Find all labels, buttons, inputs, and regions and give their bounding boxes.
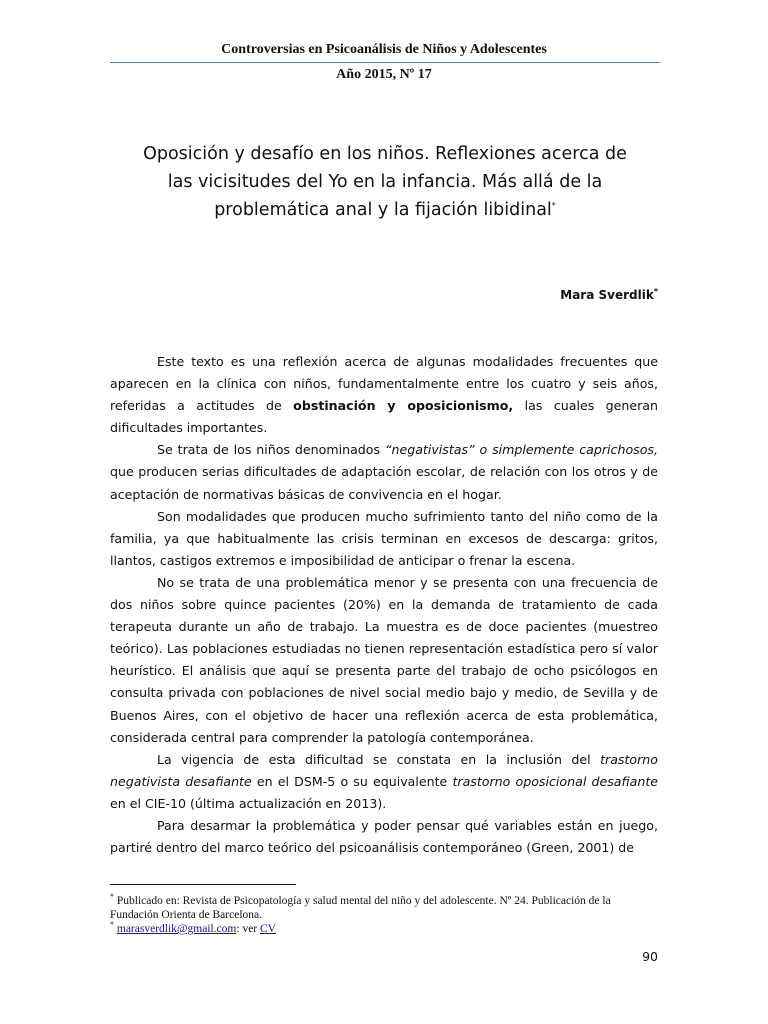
title-line-3-text: problemática anal y la fijación libidinal	[214, 200, 552, 220]
header-rule	[110, 62, 660, 63]
p1-bold: obstinación y oposicionismo,	[293, 398, 514, 414]
title-footnote-mark: *	[551, 201, 556, 211]
article-body	[110, 351, 658, 859]
title-line-1: Oposición y desafío en los niños. Reflexiones acerca de	[143, 144, 627, 164]
paragraph-2	[110, 439, 658, 505]
footnote-1-text: Publicado en: Revista de Psicopatología y salud mental del niño y del adolescente. Nº 24. Publicación de la Fundación Orienta de Barcelona.	[110, 895, 611, 921]
issue-line: Año 2015, Nº 17	[336, 67, 432, 82]
p2-italic: “negativistas” o simplemente caprichosos,	[384, 442, 658, 458]
title-line-3	[110, 196, 660, 224]
footnote-1-mark: *	[110, 892, 114, 902]
p5-text-e: en el CIE-10 (última actualización en 2013).	[110, 795, 387, 811]
p5-italic-2: trastorno oposicional desafiante	[452, 773, 659, 789]
p5-text-a: La vigencia de esta dificultad se constata en la inclusión del	[157, 751, 601, 767]
author-name	[560, 288, 658, 302]
footnote-2-sep: : ver	[236, 923, 261, 935]
paragraph-5	[110, 749, 658, 815]
article-title	[110, 140, 660, 224]
journal-title: Controversias en Psicoanálisis de Niños y Adolescentes	[221, 42, 547, 57]
paragraph-4: No se trata de una problemática menor y se presenta con una frecuencia de dos niños sobre quince pacientes (20%) en la demanda de tratamiento de cada terapeuta durante un año de trabajo. La muestra es de doce pacientes (muestreo teórico). Las poblaciones estudiadas no tienen representación estadística pero sí valor heurístico. El análisis que aquí se presenta parte del trabajo de ocho psicólogos en consulta privada con poblaciones de nivel social medio bajo y medio, de Sevilla y de Buenos Aires, con el objetivo de hacer una reflexión acerca de esta problemática, considerada central para comprender la patología contemporánea.	[110, 574, 658, 745]
author-email-link[interactable]: marasverdlik@gmail.com	[116, 923, 237, 935]
page-number: 90	[642, 949, 658, 964]
p2-text-a: Se trata de los niños denominados	[157, 442, 385, 458]
author-footnote-mark: *	[653, 287, 658, 296]
paragraph-3: Son modalidades que producen mucho sufrimiento tanto del niño como de la familia, ya que habitualmente las crisis terminan en excesos de descarga: gritos, llantos, castigos extremos e imposibilidad de anticipar o frenar la escena.	[110, 508, 658, 568]
p1-text-a: Este texto es una reflexión acerca de algunas modalidades frecuentes que aparecen en la clínica con niños, fundamentalmente entre los cuatro y seis años, referidas a actitudes de	[110, 354, 658, 414]
paragraph-1	[110, 351, 658, 439]
p5-italic-1: trastorno negativista desafiante	[110, 751, 658, 789]
footnote-2-mark: *	[110, 920, 114, 930]
author-name-text: Mara Sverdlik	[560, 288, 654, 302]
p5-text-c: en el DSM-5 o su equivalente	[251, 773, 453, 789]
paragraph-6: Para desarmar la problemática y poder pensar qué variables están en juego, partiré dentro del marco teórico del psicoanálisis contemporáneo (Green, 2001) de	[110, 817, 658, 856]
p2-text-c: que producen serias dificultades de adaptación escolar, de relación con los otros y de aceptación de normativas básicas de convivencia en el hogar.	[110, 464, 658, 502]
footnote-2	[110, 922, 660, 936]
cv-link[interactable]: CV	[260, 923, 276, 935]
footnote-rule	[110, 884, 296, 885]
footnote-1	[110, 894, 660, 922]
title-line-2: las vicisitudes del Yo en la infancia. Más allá de la	[167, 172, 603, 192]
p1-text-c: las cuales generan dificultades importantes.	[110, 398, 659, 436]
